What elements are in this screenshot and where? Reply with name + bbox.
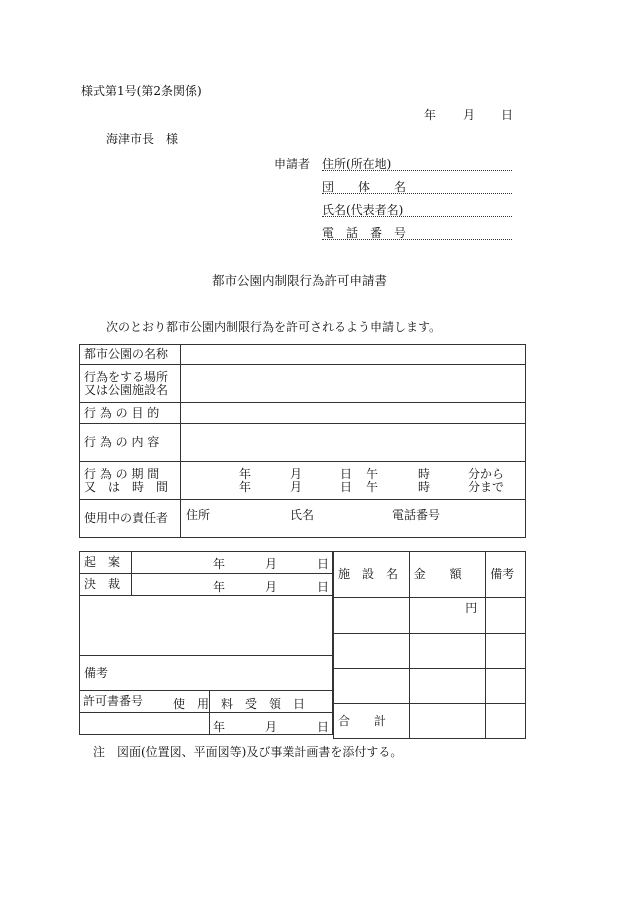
manager-name-label: 氏名 (290, 508, 315, 522)
period-from-year: 年 (239, 467, 252, 481)
facility-fee-table (333, 551, 526, 739)
applicant-phone-line[interactable] (322, 239, 512, 240)
purpose-label: 行 為 の 目 的 (80, 403, 181, 424)
applicant-name-line[interactable] (322, 216, 512, 217)
manager-field[interactable] (180, 500, 525, 538)
permit-number-label: 許可書番号 (80, 691, 210, 713)
period-to-month: 月 (290, 480, 303, 494)
office-remarks-label: 備考 (80, 656, 333, 691)
draft-day: 日 (317, 557, 330, 571)
period-to-day: 日 (340, 480, 353, 494)
period-label (80, 462, 181, 500)
decision-date-field[interactable] (131, 574, 332, 596)
date-day: 日 (501, 108, 514, 122)
purpose-field[interactable] (180, 403, 525, 424)
content-label: 行 為 の 内 容 (80, 424, 181, 462)
draft-month: 月 (265, 557, 278, 571)
intro-text: 次のとおり都市公園内制限行為を許可されるよう申請します。 (106, 320, 442, 334)
period-from-day: 日 (340, 467, 353, 481)
amount-header: 金 額 (409, 552, 486, 598)
period-to-suffix: 分まで (468, 480, 505, 494)
total-label: 合 計 (334, 704, 410, 739)
date-year: 年 (424, 108, 437, 122)
yen-unit: 円 (465, 601, 478, 615)
applicant-phone-label: 電 話 番 号 (322, 226, 407, 240)
period-to-noon: 午 (366, 480, 379, 494)
period-label-line1: 行 為 の 期 間 (84, 466, 160, 481)
applicant-name-label: 氏名(代表者名) (322, 203, 404, 217)
facility-header: 施 設 名 (334, 552, 410, 598)
attachment-note: 注 図面(位置図、平面図等)及び事業計画書を添付する。 (93, 745, 403, 759)
period-to-year: 年 (239, 480, 252, 494)
facility-cell[interactable] (334, 669, 410, 704)
decision-month: 月 (265, 580, 278, 594)
place-label-line1: 行為をする場所 (84, 369, 169, 384)
addressee: 海津市長 様 (106, 132, 179, 146)
decision-year: 年 (213, 580, 226, 594)
draft-label: 起 案 (80, 552, 132, 574)
period-from-suffix: 分から (468, 467, 505, 481)
applicant-group-label: 団 体 名 (322, 180, 407, 194)
draft-year: 年 (213, 557, 226, 571)
document-title: 都市公園内制限行為許可申請書 (212, 273, 388, 288)
period-from-month: 月 (290, 467, 303, 481)
amount-cell[interactable] (409, 598, 486, 634)
decision-label: 決 裁 (80, 574, 132, 596)
manager-address-label: 住所 (186, 508, 211, 522)
remarks-col-header: 備考 (486, 552, 526, 598)
place-field[interactable] (180, 365, 525, 403)
manager-phone-label: 電話番号 (392, 508, 441, 522)
remarks-cell[interactable] (486, 669, 526, 704)
manager-label: 使用中の責任者 (80, 500, 181, 538)
remarks-cell[interactable] (486, 598, 526, 634)
content-field[interactable] (180, 424, 525, 462)
period-label-line2: 又 は 時 間 (84, 479, 169, 494)
draft-date-field[interactable] (131, 552, 332, 574)
period-from-hour: 時 (418, 467, 431, 481)
fee-month: 月 (265, 720, 278, 734)
applicant-group-line[interactable] (322, 193, 512, 194)
blank-box[interactable] (80, 596, 333, 656)
remarks-cell[interactable] (486, 634, 526, 669)
applicant-address-label: 住所(所在地) (322, 157, 392, 171)
form-number: 様式第1号(第2条関係) (81, 84, 202, 98)
period-to-hour: 時 (418, 480, 431, 494)
fee-received-text: 使 用 料 受 領 日 (173, 697, 306, 711)
park-name-field[interactable] (180, 345, 525, 365)
park-name-label: 都市公園の名称 (80, 345, 181, 365)
amount-cell[interactable] (409, 634, 486, 669)
date-month: 月 (463, 108, 476, 122)
total-amount-cell[interactable] (409, 704, 486, 739)
facility-cell[interactable] (334, 634, 410, 669)
decision-day: 日 (317, 580, 330, 594)
total-remarks-cell[interactable] (486, 704, 526, 739)
amount-cell[interactable] (409, 669, 486, 704)
facility-cell[interactable] (334, 598, 410, 634)
period-from-noon: 午 (366, 467, 379, 481)
fee-year: 年 (213, 720, 226, 734)
applicant-address-line[interactable] (322, 170, 512, 171)
fee-day: 日 (317, 720, 330, 734)
place-label (80, 365, 181, 403)
place-label-line2: 又は公園施設名 (84, 382, 169, 397)
permit-number-field[interactable] (80, 713, 210, 735)
applicant-label: 申請者 (274, 157, 311, 171)
